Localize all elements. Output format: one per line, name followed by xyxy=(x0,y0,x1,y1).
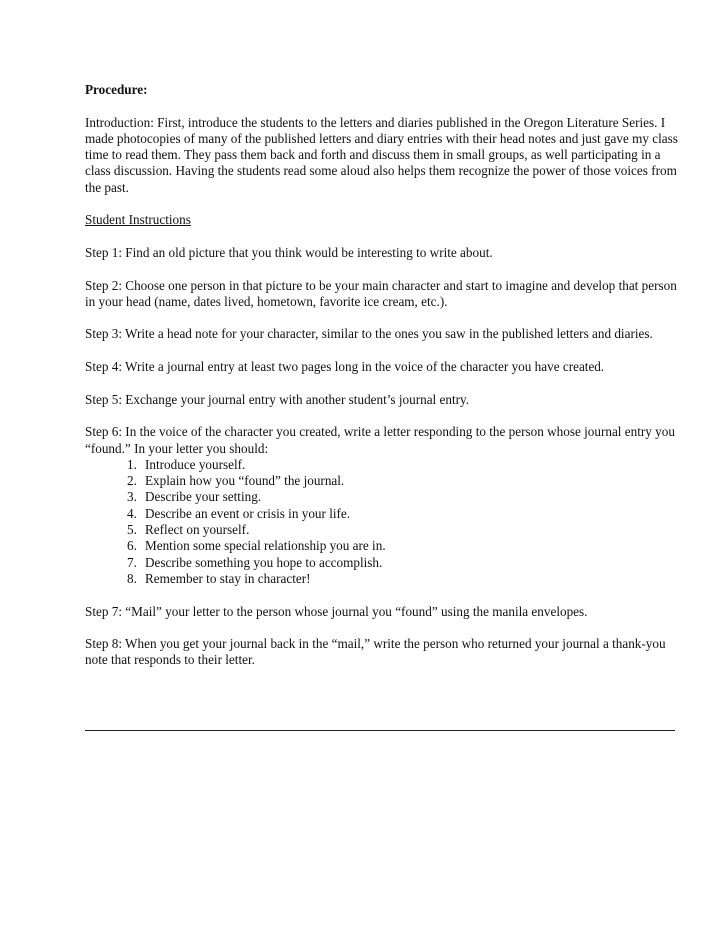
list-item-text: Describe your setting. xyxy=(145,489,262,505)
list-item-number: 7. xyxy=(127,554,137,570)
step-4: Step 4: Write a journal entry at least two pages long in the voice of the character you have created. xyxy=(85,359,605,375)
list-item-number: 4. xyxy=(127,505,137,521)
student-instructions-label: Student Instructions xyxy=(85,212,191,228)
document-page xyxy=(85,82,685,685)
list-item xyxy=(127,473,685,489)
list-item-text: Introduce yourself. xyxy=(145,456,246,472)
list-item-number: 2. xyxy=(127,473,137,489)
list-item xyxy=(127,489,685,505)
list-item-number: 6. xyxy=(127,538,137,554)
list-item-text: Describe an event or crisis in your life. xyxy=(145,505,351,521)
horizontal-rule xyxy=(85,730,675,731)
list-item xyxy=(127,538,685,554)
step-2: Step 2: Choose one person in that picture to be your main character and start to imagine and develop that person in your head (name, dates lived, hometown, favorite ice cream, etc.). xyxy=(85,277,677,309)
list-item-number: 3. xyxy=(127,489,137,505)
step-6: Step 6: In the voice of the character you created, write a letter responding to the person whose journal entry you “found.” In your letter you should: xyxy=(85,424,675,456)
list-item xyxy=(127,506,685,522)
step-5: Step 5: Exchange your journal entry with another student’s journal entry. xyxy=(85,391,470,407)
list-item-text: Remember to stay in character! xyxy=(145,570,311,586)
list-item xyxy=(127,571,685,587)
list-item-number: 8. xyxy=(127,570,137,586)
list-item-text: Explain how you “found” the journal. xyxy=(145,473,345,489)
step-7: Step 7: “Mail” your letter to the person whose journal you “found” using the manila envelopes. xyxy=(85,603,588,619)
list-item xyxy=(127,555,685,571)
list-item-number: 1. xyxy=(127,456,137,472)
list-item-number: 5. xyxy=(127,522,137,538)
letter-checklist xyxy=(85,457,685,587)
list-item xyxy=(127,457,685,473)
procedure-heading: Procedure: xyxy=(85,82,148,97)
list-item-text: Reflect on yourself. xyxy=(145,522,250,538)
list-item-text: Mention some special relationship you are in. xyxy=(145,538,386,554)
introduction-paragraph: Introduction: First, introduce the students to the letters and diaries published in the Oregon Literature Series. I made photocopies of many of the published letters and diary entries with their head notes and just gave my class time to read them. They pass them back and forth and discuss them in small groups, as well participating in a class discussion. Having the students read some aloud also helps them recognize the power of those voices from the past. xyxy=(85,114,678,195)
step-8: Step 8: When you get your journal back in the “mail,” write the person who returned your journal a thank-you note that responds to their letter. xyxy=(85,636,666,668)
step-3: Step 3: Write a head note for your character, similar to the ones you saw in the published letters and diaries. xyxy=(85,326,653,342)
step-1: Step 1: Find an old picture that you think would be interesting to write about. xyxy=(85,244,493,260)
list-item xyxy=(127,522,685,538)
list-item-text: Describe something you hope to accomplish. xyxy=(145,554,383,570)
step-6-block xyxy=(85,424,685,587)
